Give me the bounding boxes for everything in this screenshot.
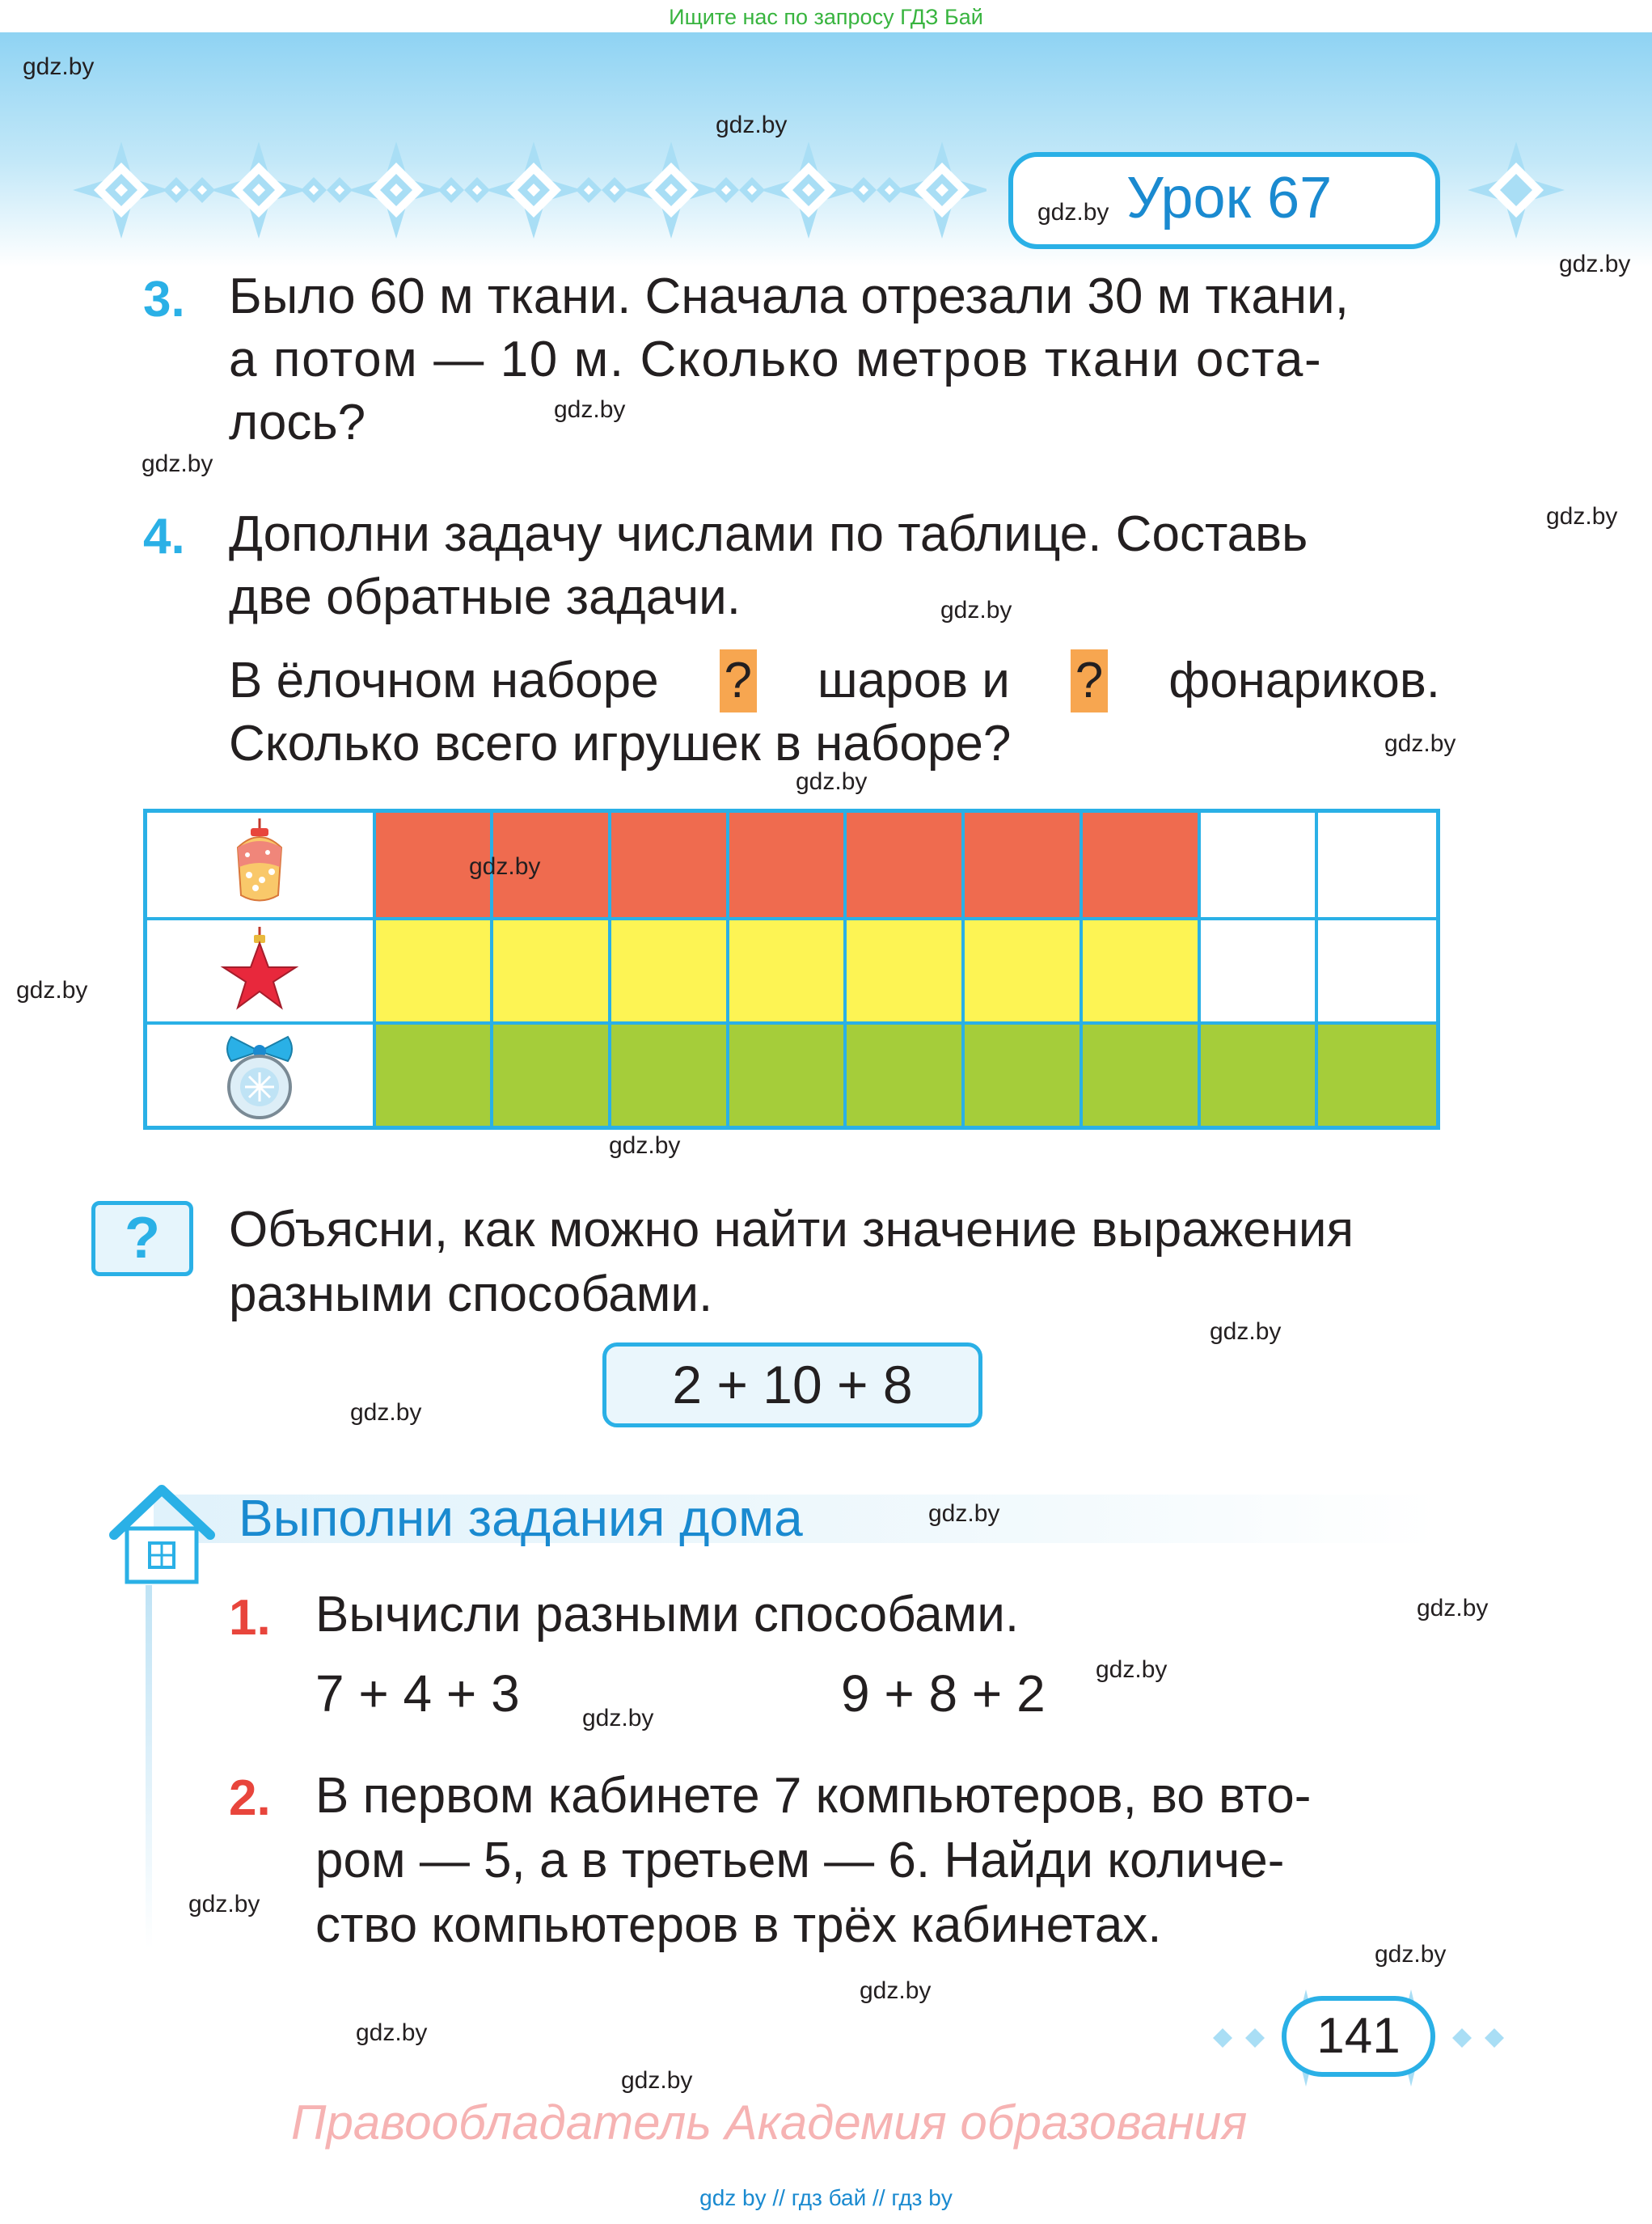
ball-icon [215,1029,304,1122]
table-cell [1083,813,1201,917]
lesson-title: Урок 67 [1126,166,1333,230]
watermark: gdz.by [469,853,541,880]
task4-problem-line-1 [229,649,1440,712]
task3-line-1: Было 60 м ткани. Сначала отрезали 30 м ткани, [229,268,1349,324]
watermark: gdz.by [23,53,95,80]
watermark: gdz.by [350,1399,422,1426]
table-cell [729,813,847,917]
task4-line-1: Дополни задачу числами по таблице. Составь [229,506,1308,562]
home-task1-text: Вычисли разными способами. [315,1587,1020,1643]
question-mark-2: ? [1071,649,1108,712]
watermark: gdz.by [142,450,213,477]
table-cell [493,1025,611,1126]
page-number: 141 [1282,1996,1435,2077]
watermark: gdz.by [1417,1595,1489,1621]
task4-line-2: две обратные задачи. [229,569,741,625]
home-section-title: Выполни задания дома [239,1489,803,1547]
table-cell [1318,1025,1436,1126]
watermark: gdz.by [582,1705,654,1731]
home-task2-line-1: В первом кабинете 7 компьютеров, во вто- [315,1768,1312,1824]
problem-part-2: шаров и [817,653,1010,708]
table-cell [965,1025,1083,1126]
table-cell [1318,920,1436,1021]
table-cell [1083,1025,1201,1126]
home-task1-expr-1: 7 + 4 + 3 [315,1664,520,1723]
table-cell [1201,920,1319,1021]
problem-part-3: фонариков. [1168,653,1440,708]
watermark: gdz.by [554,396,626,423]
task4-problem-line-2: Сколько всего игрушек в наборе? [229,716,1012,772]
table-cell [1201,1025,1319,1126]
question-line-2: разными способами. [229,1266,713,1322]
table-row-lanterns [147,813,1436,917]
task3-number: 3. [143,272,185,328]
watermark: gdz.by [621,2067,693,2094]
lesson-header [1008,152,1440,249]
star-icon [215,927,304,1016]
watermark: gdz.by [1375,1941,1447,1968]
table-cell [1083,920,1201,1021]
question-badge: ? [91,1201,193,1276]
watermark: gdz.by [860,1977,932,2004]
watermark: gdz.by [716,112,788,138]
watermark: gdz.by [940,597,1012,624]
table-cell [847,1025,965,1126]
home-task2-number: 2. [229,1770,271,1826]
lantern-icon [223,818,296,911]
table-row-stars [147,917,1436,1021]
watermark: gdz.by [1210,1318,1282,1345]
home-task1-expr-2: 9 + 8 + 2 [841,1664,1046,1723]
home-section-line [146,1585,152,1949]
copyright-text: Правообладатель Академия образования [291,2095,1248,2150]
table-cell [965,920,1083,1021]
table-row-balls [147,1021,1436,1126]
watermark: gdz.by [16,977,88,1004]
watermark: gdz.by [188,1891,260,1917]
table-cell [1201,813,1319,917]
watermark: gdz.by [356,2019,428,2046]
toys-table [143,809,1440,1130]
lesson-watermark: gdz.by [1037,199,1109,226]
table-cell [376,920,494,1021]
watermark: gdz.by [1384,730,1456,757]
question-mark-1: ? [720,649,757,712]
problem-part-1: В ёлочном наборе [229,653,659,708]
table-icon-cell [147,920,376,1021]
table-cell [729,1025,847,1126]
table-cell [847,813,965,917]
snowflake-ornament-right-icon [1464,133,1569,255]
table-cell [1318,813,1436,917]
watermark: gdz.by [796,768,868,795]
table-cell [611,920,729,1021]
table-cell [965,813,1083,917]
home-task2-line-3: ство компьютеров в трёх кабинетах. [315,1897,1162,1953]
table-cell [729,920,847,1021]
task3-line-3: лось? [229,395,366,450]
home-task2-line-2: ром — 5, а в третьем — 6. Найди количе- [315,1833,1285,1888]
watermark: gdz.by [1559,251,1631,277]
watermark: gdz.by [1096,1656,1168,1683]
watermark: gdz.by [928,1500,1000,1527]
table-cell [376,1025,494,1126]
expression-box: 2 + 10 + 8 [602,1342,982,1427]
task3-line-2: а потом — 10 м. Сколько метров ткани оста- [229,332,1323,387]
home-task1-number: 1. [229,1590,271,1646]
table-icon-cell [147,813,376,917]
table-cell [847,920,965,1021]
table-cell [611,1025,729,1126]
task4-number: 4. [143,509,185,564]
top-banner[interactable]: Ищите нас по запросу ГДЗ Бай [0,0,1652,34]
footer-links[interactable]: gdz by // гдз бай // гдз by [699,2185,953,2210]
table-cell [611,813,729,917]
question-line-1: Объясни, как можно найти значение выражения [229,1202,1354,1258]
table-cell [493,920,611,1021]
watermark: gdz.by [609,1132,681,1159]
snowflake-ornament-icon [73,133,987,255]
watermark: gdz.by [1546,503,1618,530]
table-icon-cell [147,1025,376,1126]
house-icon [108,1478,217,1588]
